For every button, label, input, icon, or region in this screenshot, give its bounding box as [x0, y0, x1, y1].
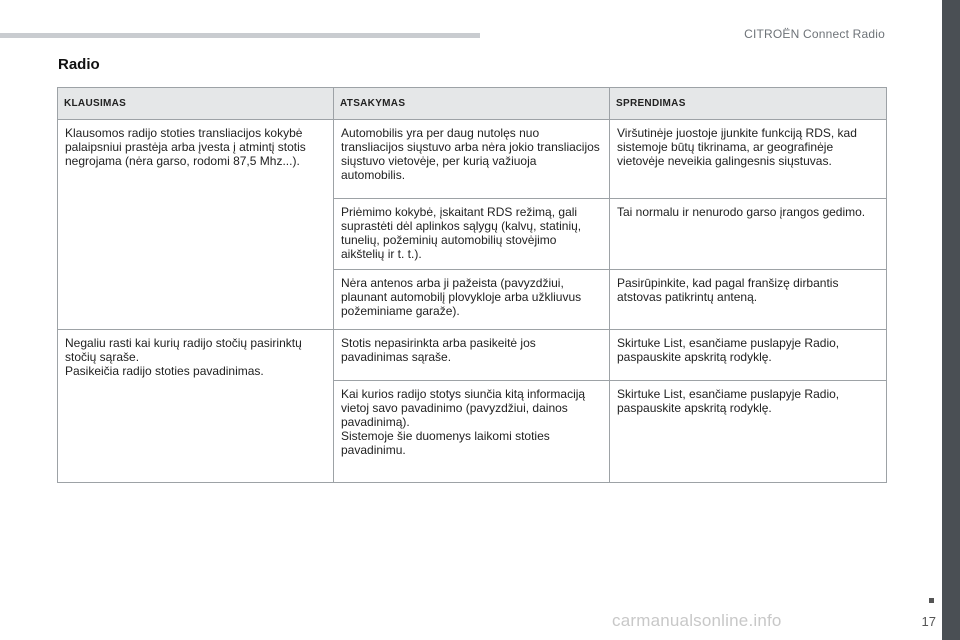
answer-cell: Priėmimo kokybė, įskaitant RDS režimą, gali suprastėti dėl aplinkos sąlygų (kalvų, statinių, tunelių, požeminių automobilių stovėjimo aikštelių ir t. t.). — [334, 199, 610, 270]
answer-cell: Automobilis yra per daug nutolęs nuo transliacijos siųstuvo arba nėra jokio transliacijos siųstuvo vietovėje, per kurią važiuoja automobilis. — [334, 120, 610, 199]
question-cell: Negaliu rasti kai kurių radijo stočių pasirinktų stočių sąraše. Pasikeičia radijo stoties pavadinimas. — [58, 330, 334, 483]
solution-cell: Pasirūpinkite, kad pagal franšizę dirbantis atstovas patikrintų anteną. — [610, 270, 887, 330]
solution-cell: Viršutinėje juostoje įjunkite funkciją RDS, kad sistemoje būtų tikrinama, ar geografinėje vietovėje neveikia galingesnis siųstuvas. — [610, 120, 887, 199]
header-rule — [0, 33, 480, 38]
question-cell: Klausomos radijo stoties transliacijos kokybė palaipsniui prastėja arba įvesta į atmintį stotis negrojama (nėra garso, rodomi 87,5 Mhz...). — [58, 120, 334, 330]
answer-cell: Stotis nepasirinkta arba pasikeitė jos pavadinimas sąraše. — [334, 330, 610, 381]
page-number: 17 — [921, 614, 936, 629]
solution-cell: Skirtuke List, esančiame puslapyje Radio, paspauskite apskritą rodyklę. — [610, 330, 887, 381]
answer-cell: Nėra antenos arba ji pažeista (pavyzdžiui, plaunant automobilį plovykloje arba užkliuvus požeminiame garaže). — [334, 270, 610, 330]
page-marker — [929, 598, 934, 603]
column-header: SPRENDIMAS — [610, 88, 887, 120]
page-title: Radio — [58, 56, 100, 73]
solution-cell: Skirtuke List, esančiame puslapyje Radio, paspauskite apskritą rodyklę. — [610, 381, 887, 483]
side-tab-strip — [942, 0, 960, 640]
column-header: ATSAKYMAS — [334, 88, 610, 120]
solution-cell: Tai normalu ir nenurodo garso įrangos gedimo. — [610, 199, 887, 270]
table-row — [58, 330, 887, 381]
column-header: KLAUSIMAS — [58, 88, 334, 120]
troubleshooting-table — [57, 87, 887, 483]
answer-cell: Kai kurios radijo stotys siunčia kitą informaciją vietoj savo pavadinimo (pavyzdžiui, dainos pavadinimą). Sistemoje šie duomenys laikomi stoties pavadinimu. — [334, 381, 610, 483]
table-row — [58, 120, 887, 199]
table-header-row — [58, 88, 887, 120]
watermark: carmanualsonline.info — [612, 611, 782, 630]
header-brand: CITROËN Connect Radio — [744, 27, 885, 41]
